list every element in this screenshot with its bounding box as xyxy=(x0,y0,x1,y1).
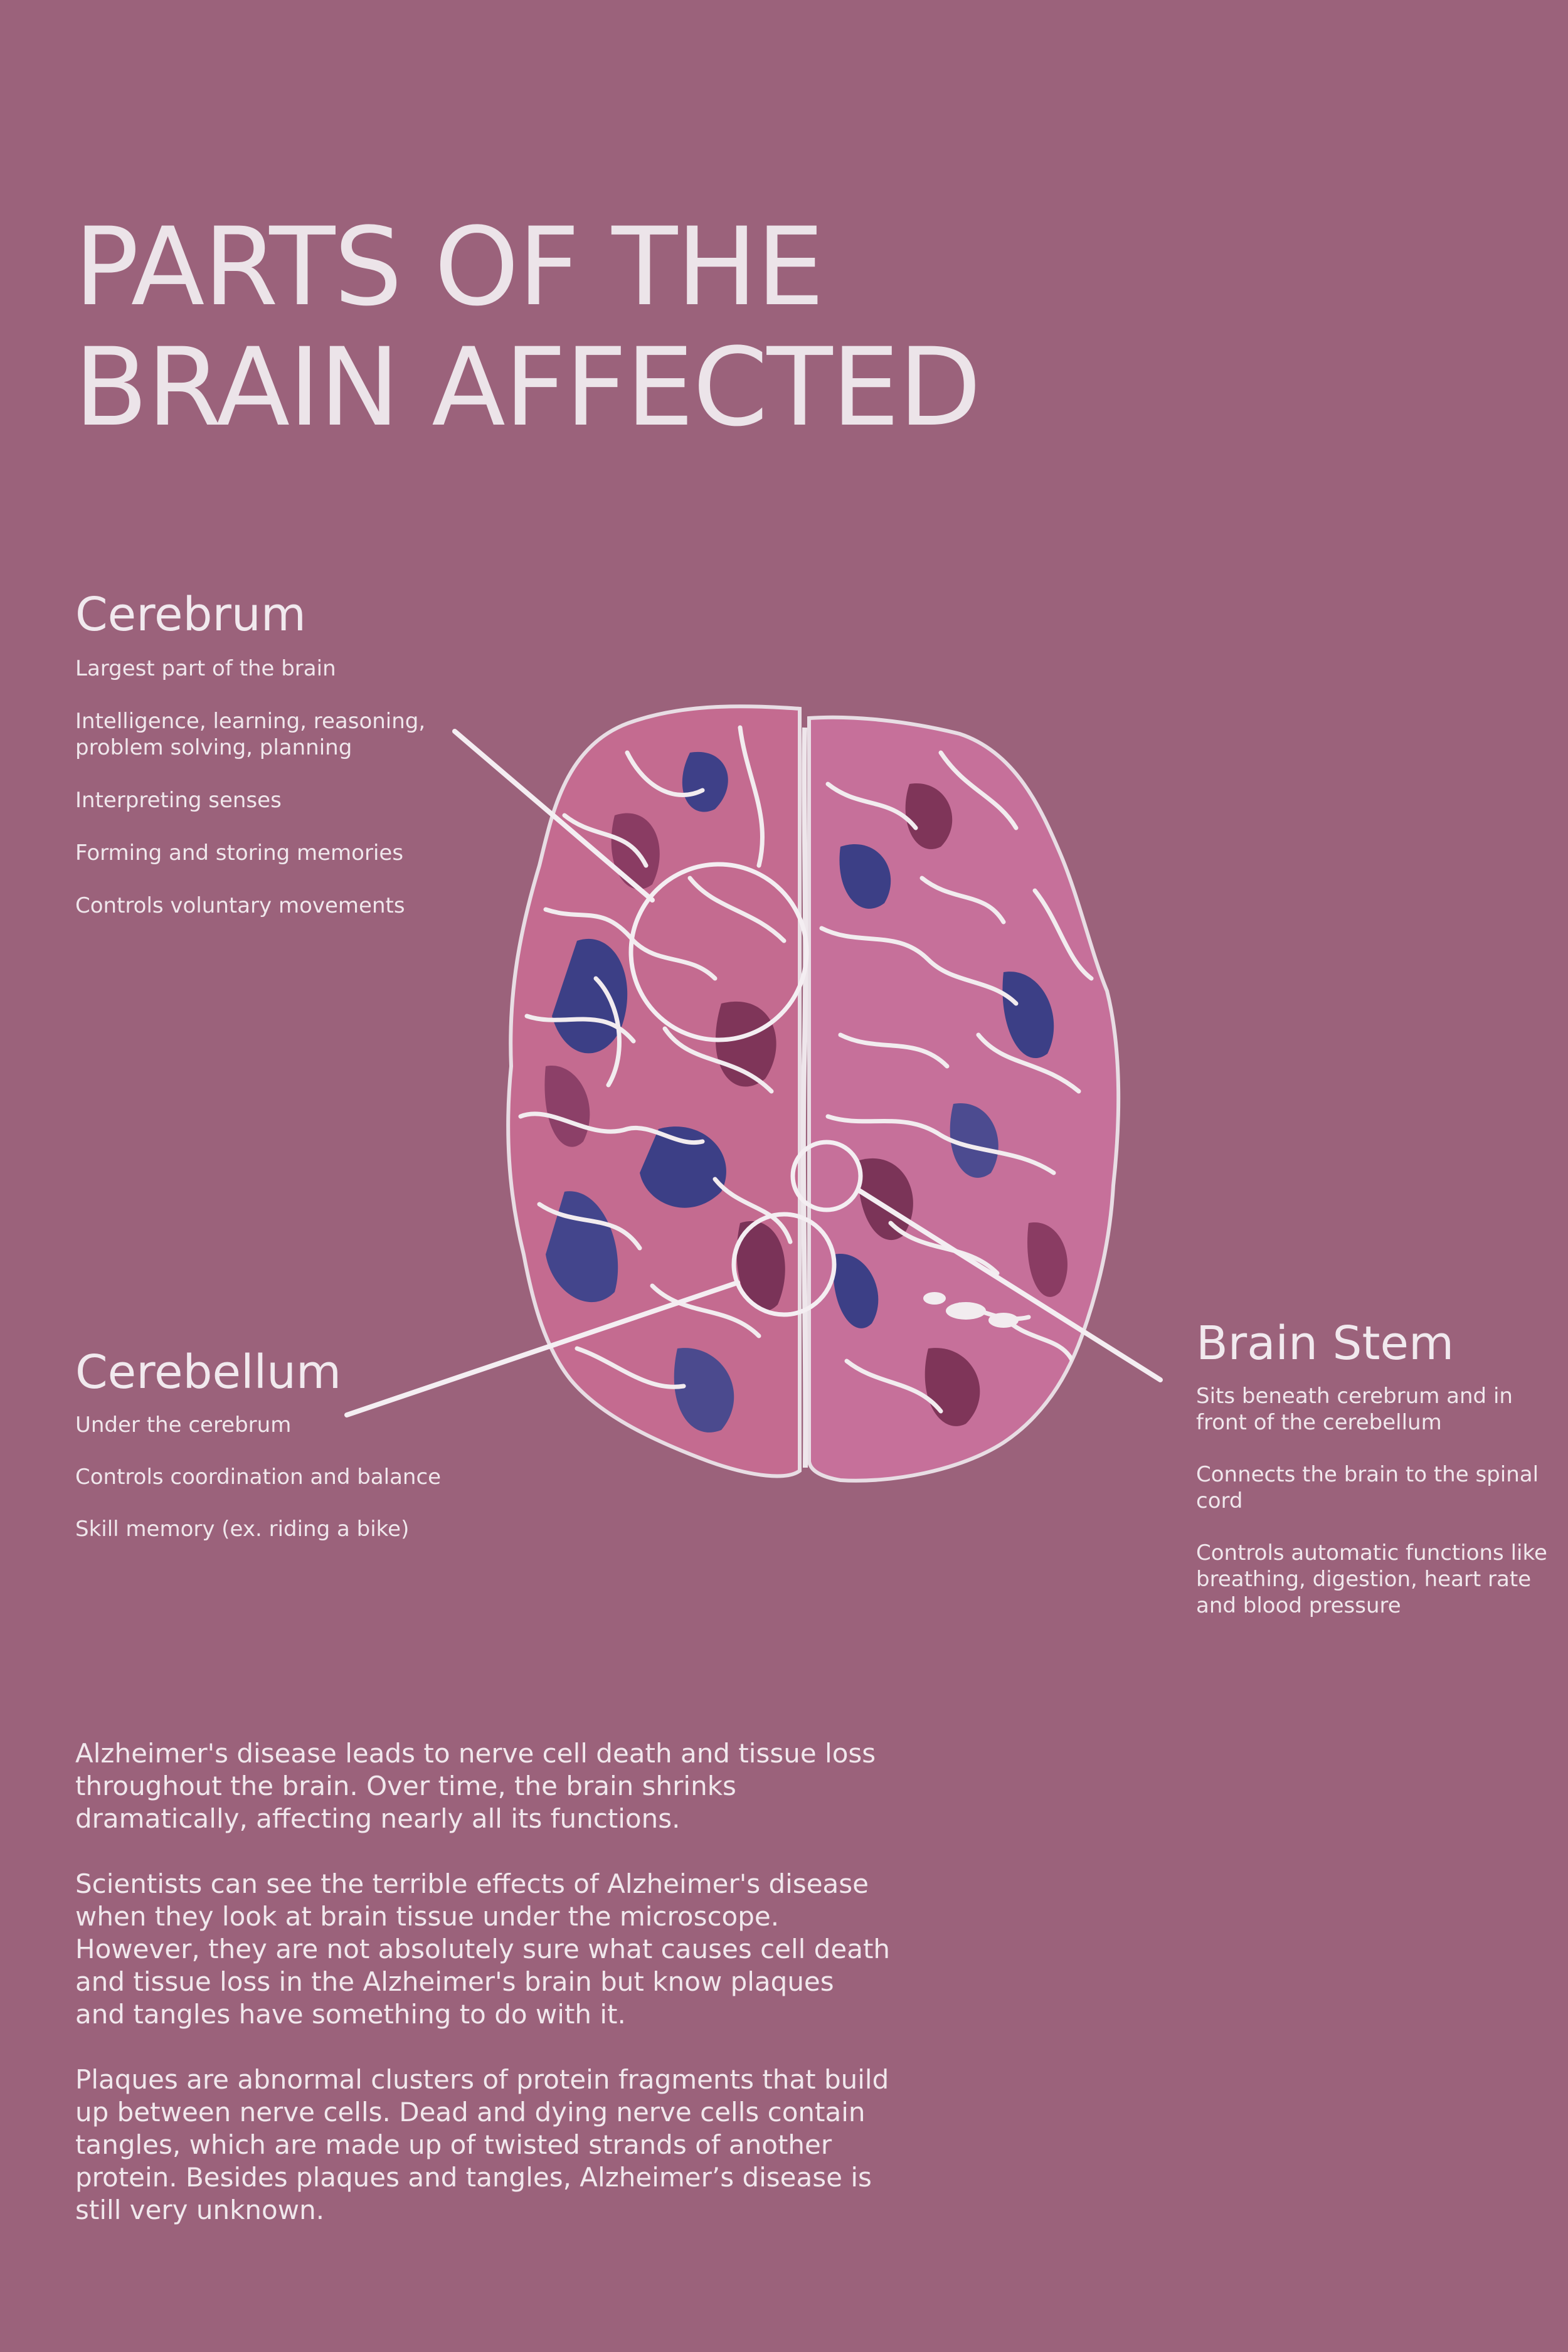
list-item: Controls automatic functions like breathing, digestion, heart rate and blood pressure xyxy=(1196,1540,1547,1618)
list-item: Largest part of the brain xyxy=(75,656,336,681)
list-item: Forming and storing memories xyxy=(75,840,404,866)
brainstem-heading: Brain Stem xyxy=(1196,1316,1454,1370)
cerebellum-section xyxy=(75,1344,483,1568)
list-item: Connects the brain to the spinal cord xyxy=(1196,1462,1539,1513)
brain-left-hemisphere xyxy=(508,706,800,1476)
title-line-1: PARTS OF THE xyxy=(74,204,824,330)
list-item: Sits beneath cerebrum and in front of the cerebellum xyxy=(1196,1384,1513,1435)
body-paragraph: Scientists can see the terrible effects of Alzheimer's disease when they look at brain tissue under the microscope. However, they are not absolutely sure what causes cell death and tissue loss in the Alzheimer's brain but know plaques and tangles have something to do with it. xyxy=(75,1868,891,2030)
cerebellum-list xyxy=(75,1412,483,1542)
cerebrum-list xyxy=(75,655,464,919)
list-item: Controls voluntary movements xyxy=(75,893,405,918)
cerebrum-heading: Cerebrum xyxy=(75,588,306,642)
list-item: Controls coordination and balance xyxy=(75,1465,442,1490)
brainstem-list xyxy=(1196,1383,1547,1619)
list-item: Interpreting senses xyxy=(75,788,282,813)
body-paragraph: Plaques are abnormal clusters of protein fragments that build up between nerve cells. Dead and dying nerve cells contain tangles, which are made up of twisted strands of another protein. Besides plaques and tangles, Alzheimer’s disease is still very unknown. xyxy=(75,2064,889,2225)
cerebrum-section xyxy=(75,586,464,945)
brain-right-hemisphere xyxy=(809,718,1118,1481)
list-item: Under the cerebrum xyxy=(75,1412,292,1438)
title-line-2: BRAIN AFFECTED xyxy=(74,324,980,450)
list-item: Skill memory (ex. riding a bike) xyxy=(75,1517,410,1542)
brain-midline xyxy=(803,728,805,1468)
body-paragraph: Alzheimer's disease leads to nerve cell death and tissue loss throughout the brain. Over time, the brain shrinks dramatically, affecting nearly all its functions. xyxy=(75,1738,876,1834)
body-text xyxy=(75,1737,891,2259)
cerebellum-heading: Cerebellum xyxy=(75,1345,342,1399)
list-item: Intelligence, learning, reasoning, problem solving, planning xyxy=(75,709,426,760)
brainstem-section xyxy=(1196,1315,1547,1645)
